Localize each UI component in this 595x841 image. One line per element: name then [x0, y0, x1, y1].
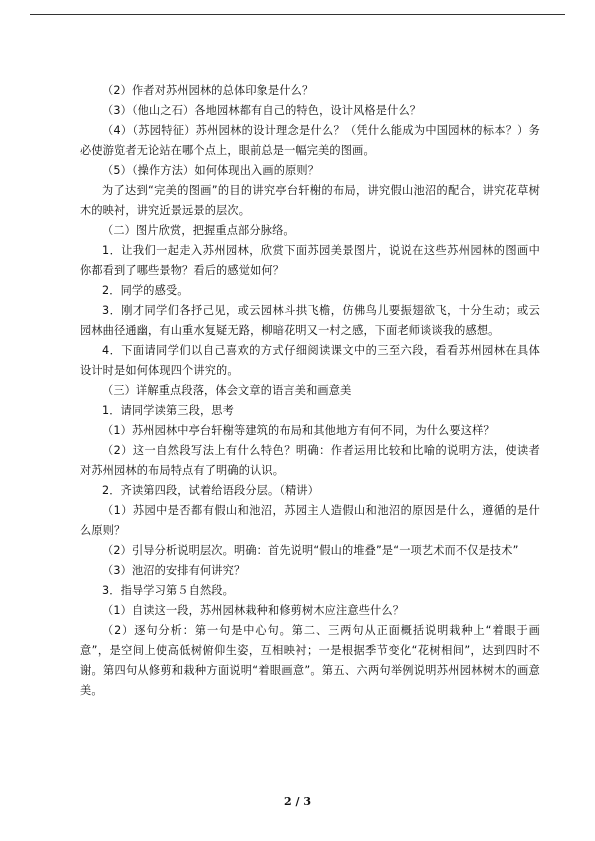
header-rule [30, 14, 565, 15]
paragraph: （2）这一自然段写法上有什么特色？明确：作者运用比较和比喻的说明方法，使读者对苏州园林的布局特点有了明确的认识。 [80, 444, 540, 477]
paragraph: （1）自读这一段，苏州园林栽种和修剪树木应注意些什么？ [102, 604, 405, 617]
paragraph: 为了达到“完美的图画”的目的讲究亭台轩榭的布局，讲究假山池沼的配合，讲究花草树木的映衬，讲究近景远景的层次。 [80, 184, 540, 217]
page-number: 2 / 3 [284, 795, 311, 808]
paragraph: 4．下面请同学们以自己喜欢的方式仔细阅读课文中的三至六段，看看苏州园林在具体设计时是如何体现四个讲究的。 [80, 344, 540, 377]
paragraph: （二）图片欣赏，把握重点部分脉络。 [102, 224, 295, 237]
paragraph: 3．指导学习第５自然段。 [102, 584, 234, 597]
paragraph: （3）池沼的安排有何讲究？ [102, 564, 246, 577]
paragraph: 3．刚才同学们各抒己见，或云园林斗拱飞檐，仿佛鸟儿要振翅欲飞，十分生动；或云园林曲径通幽，有山重水复疑无路，柳暗花明又一村之感，下面老师谈谈我的感想。 [80, 304, 540, 337]
document-body [80, 81, 540, 701]
paragraph: 1．请同学读第三段，思考 [102, 404, 234, 417]
paragraph: （1）苏州园林中亭台轩榭等建筑的布局和其他地方有何不同，为什么要这样？ [102, 424, 495, 437]
paragraph: （5）（操作方法）如何体现出入画的原则？ [102, 164, 320, 177]
paragraph: 2．齐读第四段，试着给语段分层。（精讲） [102, 484, 320, 497]
paragraph: 2．同学的感受。 [102, 284, 189, 297]
paragraph: （2）作者对苏州园林的总体印象是什么？ [102, 84, 314, 97]
paragraph: 1．让我们一起走入苏州园林，欣赏下面苏园美景图片，说说在这些苏州园林的图画中你都看到了哪些景物？看后的感觉如何？ [80, 244, 540, 277]
paragraph: （2）引导分析说明层次。明确：首先说明“假山的堆叠”是“一项艺术而不仅是技术” [102, 544, 519, 557]
paragraph: （4）（苏园特征）苏州园林的设计理念是什么？（凭什么能成为中国园林的标本？）务必使游览者无论站在哪个点上，眼前总是一幅完美的图画。 [80, 124, 540, 157]
paragraph: （三）详解重点段落，体会文章的语言美和画意美 [102, 384, 352, 397]
paragraph: （3）（他山之石）各地园林都有自己的特色，设计风格是什么？ [102, 104, 422, 117]
paragraph: （1）苏园中是否都有假山和池沼，苏园主人造假山和池沼的原因是什么，遵循的是什么原则？ [80, 504, 540, 537]
paragraph: （2）逐句分析：第一句是中心句。第二、三两句从正面概括说明栽种上“着眼于画意”，是空间上使高低树俯仰生姿，互相映衬；一是根据季节变化“花树相间”，达到四时不谢。第四句从修剪和栽种方面说明“着眼画意”。第五、六两句举例说明苏州园林树木的画意美。 [80, 624, 540, 697]
